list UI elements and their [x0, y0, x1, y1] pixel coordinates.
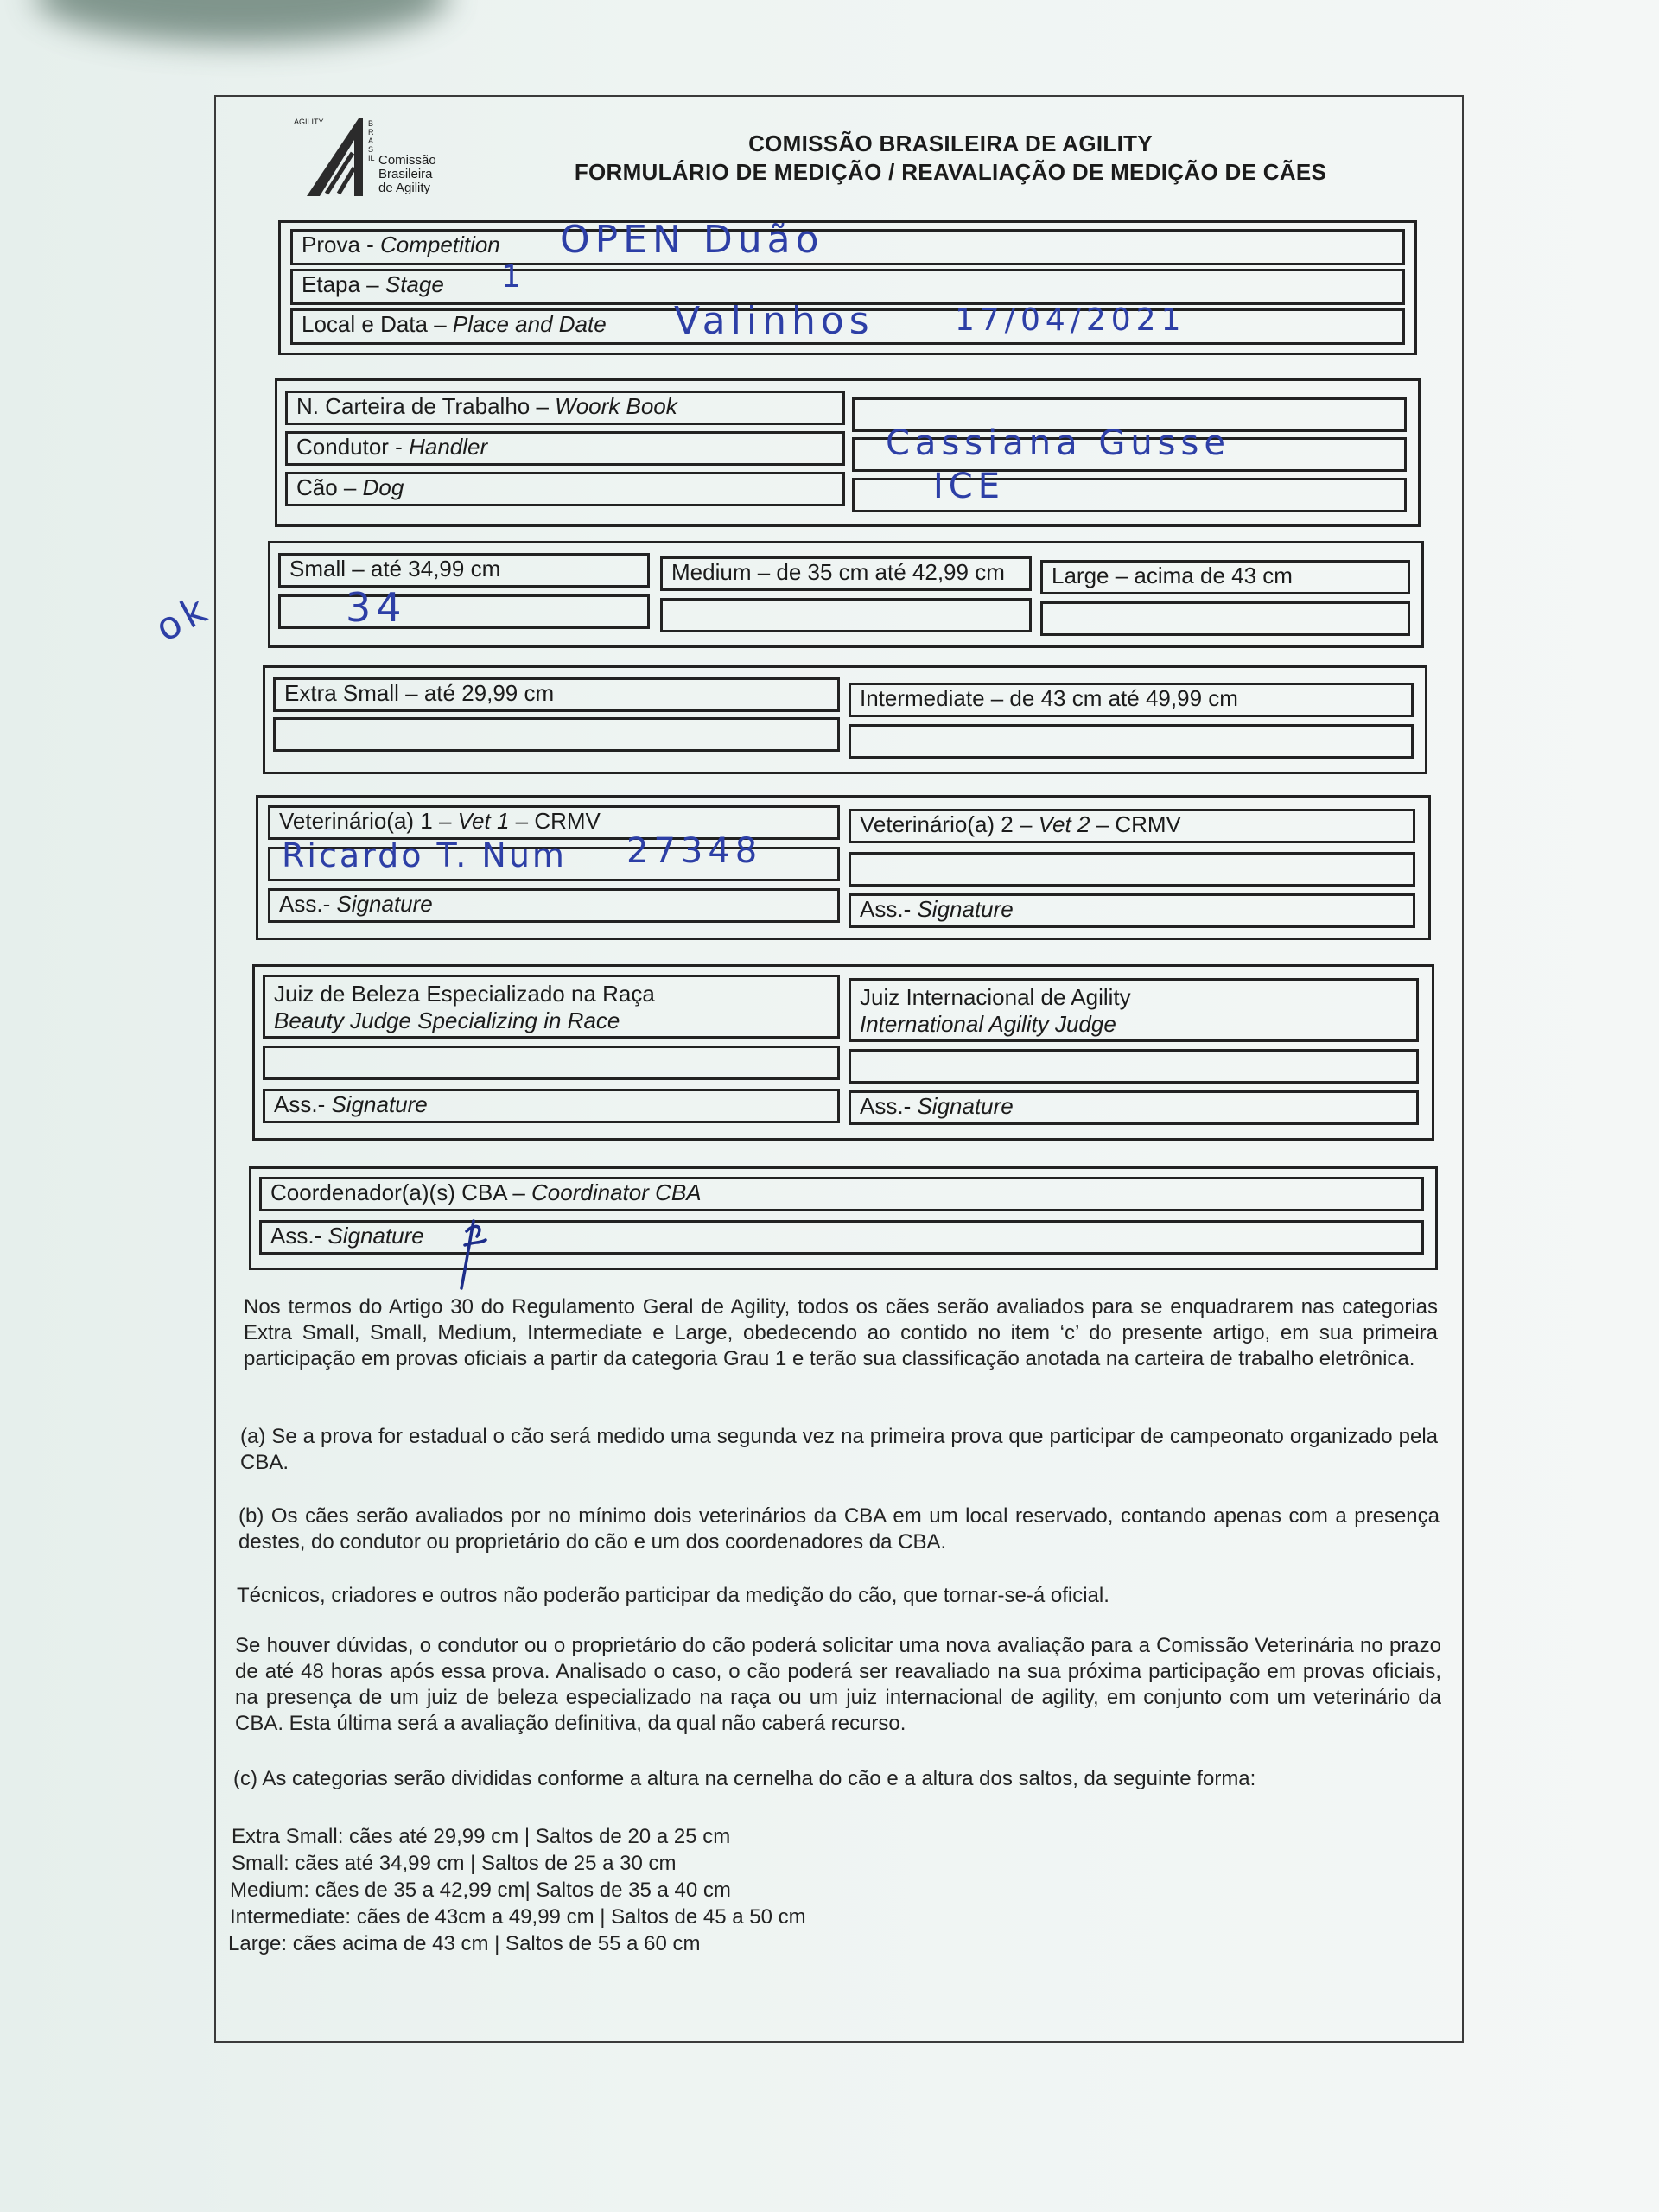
- logo-text-2: Brasileira: [378, 167, 433, 181]
- size-extra-small: Extra Small – até 29,99 cm: [273, 677, 840, 712]
- handwritten-dog: ICE: [933, 467, 1005, 506]
- logo-text-1: Comissão: [378, 153, 436, 168]
- size-medium-input[interactable]: [660, 598, 1032, 632]
- rules-paragraph-1: Nos termos do Artigo 30 do Regulamento Geral de Agility, todos os cães serão avaliados para se enquadrarem nas categorias Extra Small, Small, Medium, Intermediate e Large, obedecendo ao contido no item ‘c’ do presente artigo, em sua primeira participação em provas oficiais a partir da categoria Grau 1 e terão sua classificação anotada na carteira de trabalho eletrônica.: [244, 1295, 1438, 1370]
- intl-judge-label: [849, 978, 1419, 1042]
- rules-paragraph-c: (c) As categorias serão divididas conforme a altura na cernelha do cão e a altura dos saltos, da seguinte forma:: [233, 1767, 1256, 1790]
- beauty-judge-signature[interactable]: [263, 1089, 840, 1123]
- size-small-input[interactable]: [278, 594, 650, 629]
- coordinator-label: [259, 1177, 1424, 1211]
- intl-judge-signature[interactable]: [849, 1090, 1419, 1125]
- rules-paragraph-doubt: Se houver dúvidas, o condutor ou o proprietário do cão poderá solicitar uma nova avaliação para a Comissão Veterinária no prazo de até 48 horas após essa prova. Analisado o caso, o cão poderá ser reavaliado na sua próxima participação em provas oficiais, na presença de um juiz de beleza especializado na raça ou um juiz internacional de agility, em conjunto com um veterinário da CBA. Esta última será a avaliação definitiva, da qual não caberá recurso.: [235, 1634, 1441, 1735]
- local-label: Local e Data –: [302, 311, 453, 337]
- vet2-en: Vet 2: [1038, 811, 1090, 837]
- prova-label: Prova -: [302, 232, 381, 257]
- rules-paragraph-b: (b) Os cães serão avaliados por no mínimo dois veterinários da CBA em um local reservado, contando apenas com a presença destes, do condutor ou proprietário do cão e um dos coordenadores da CBA.: [238, 1504, 1440, 1554]
- form-title: [518, 130, 1382, 187]
- intl-judge-pt: Juiz Internacional de Agility: [860, 984, 1131, 1010]
- field-workbook: [285, 391, 845, 425]
- etapa-label: Etapa –: [302, 271, 385, 297]
- beauty-judge-input[interactable]: [263, 1046, 840, 1080]
- size-small: Small – até 34,99 cm: [278, 553, 650, 588]
- handwritten-margin-note: ok: [148, 585, 219, 652]
- category-medium: Medium: cães de 35 a 42,99 cm| Saltos de 35 a 40 cm: [230, 1878, 731, 1902]
- vet1-signature[interactable]: [268, 888, 840, 923]
- beauty-sig-en: Signature: [331, 1091, 428, 1117]
- vet2-label: [849, 809, 1415, 843]
- logo-vertical-left: AGILITY: [294, 118, 324, 126]
- rules-paragraph-tech: Técnicos, criadores e outros não poderão participar da medição do cão, que tornar-se-á oficial.: [237, 1584, 1109, 1607]
- prova-en: Competition: [380, 232, 500, 257]
- category-small: Small: cães até 34,99 cm | Saltos de 25 a 30 cm: [232, 1852, 677, 1875]
- coord-sig-en: Signature: [327, 1223, 424, 1249]
- vet2-crmv: – CRMV: [1090, 811, 1181, 837]
- handwritten-date: 17/04/2021: [955, 302, 1186, 338]
- workbook-en: Woork Book: [555, 393, 677, 419]
- beauty-judge-label: [263, 975, 840, 1039]
- coord-sig-label: Ass.-: [270, 1223, 328, 1249]
- beauty-judge-pt: Juiz de Beleza Especializado na Raça: [274, 981, 655, 1007]
- rules-paragraph-a: (a) Se a prova for estadual o cão será medido uma segunda vez na primeira prova que participar de campeonato organizado pela CBA.: [240, 1425, 1438, 1474]
- coordinator-signature-mark: [449, 1214, 501, 1292]
- handwritten-vet1: Ricardo T. Num: [282, 836, 567, 874]
- title-line-2: FORMULÁRIO DE MEDIÇÃO / REAVALIAÇÃO DE MEDIÇÃO DE CÃES: [574, 159, 1327, 185]
- size-intermediate-input[interactable]: [849, 724, 1414, 759]
- field-handler: [285, 431, 845, 466]
- size-extra-small-input[interactable]: [273, 717, 840, 752]
- category-intermediate: Intermediate: cães de 43cm a 49,99 cm | Saltos de 45 a 50 cm: [230, 1905, 806, 1929]
- vet1-label-text: Veterinário(a) 1 –: [279, 808, 458, 834]
- logo-vertical-right: BRASIL: [368, 119, 375, 162]
- coordinator-signature[interactable]: [259, 1220, 1424, 1255]
- size-medium: Medium – de 35 cm até 42,99 cm: [660, 556, 1032, 591]
- vet2-input[interactable]: [849, 852, 1415, 887]
- cba-logo: [294, 114, 449, 200]
- beauty-judge-en: Beauty Judge Specializing in Race: [274, 1007, 620, 1033]
- intl-sig-label: Ass.-: [860, 1093, 918, 1119]
- handler-en: Handler: [409, 434, 488, 460]
- coordinator-en: Coordinator CBA: [531, 1179, 702, 1205]
- vet1-sig-label: Ass.-: [279, 891, 337, 917]
- local-en: Place and Date: [452, 311, 607, 337]
- intl-judge-input[interactable]: [849, 1049, 1419, 1084]
- handler-label: Condutor -: [296, 434, 410, 460]
- title-line-1: COMISSÃO BRASILEIRA DE AGILITY: [748, 130, 1153, 156]
- vet2-signature[interactable]: [849, 893, 1415, 928]
- etapa-en: Stage: [385, 271, 444, 297]
- vet1-en: Vet 1: [457, 808, 510, 834]
- category-large: Large: cães acima de 43 cm | Saltos de 55 a 60 cm: [228, 1932, 701, 1955]
- logo-text-3: de Agility: [378, 181, 431, 195]
- handwritten-vet1-crmv: 27348: [626, 831, 763, 871]
- intl-judge-en: International Agility Judge: [860, 1011, 1116, 1037]
- handwritten-handler: Cassiana Gusse: [886, 423, 1230, 463]
- dog-en: Dog: [362, 474, 404, 500]
- handwritten-size: 34: [346, 584, 407, 631]
- workbook-label: N. Carteira de Trabalho –: [296, 393, 556, 419]
- size-large-input[interactable]: [1040, 601, 1410, 636]
- category-extra-small: Extra Small: cães até 29,99 cm | Saltos de 20 a 25 cm: [232, 1825, 731, 1848]
- field-prova[interactable]: [290, 229, 1405, 265]
- size-intermediate: Intermediate – de 43 cm até 49,99 cm: [849, 683, 1414, 717]
- vet1-crmv: – CRMV: [509, 808, 601, 834]
- coordinator-label-text: Coordenador(a)(s) CBA –: [270, 1179, 532, 1205]
- field-dog: [285, 472, 845, 506]
- vet1-sig-en: Signature: [336, 891, 433, 917]
- handwritten-local: Valinhos: [674, 299, 874, 343]
- beauty-sig-label: Ass.-: [274, 1091, 332, 1117]
- size-large: Large – acima de 43 cm: [1040, 560, 1410, 594]
- vet2-label-text: Veterinário(a) 2 –: [860, 811, 1039, 837]
- dog-label: Cão –: [296, 474, 363, 500]
- vet2-sig-label: Ass.-: [860, 896, 918, 922]
- intl-sig-en: Signature: [917, 1093, 1014, 1119]
- vet2-sig-en: Signature: [917, 896, 1014, 922]
- handwritten-etapa: 1: [501, 259, 526, 295]
- handwritten-prova: OPEN Duão: [560, 218, 824, 262]
